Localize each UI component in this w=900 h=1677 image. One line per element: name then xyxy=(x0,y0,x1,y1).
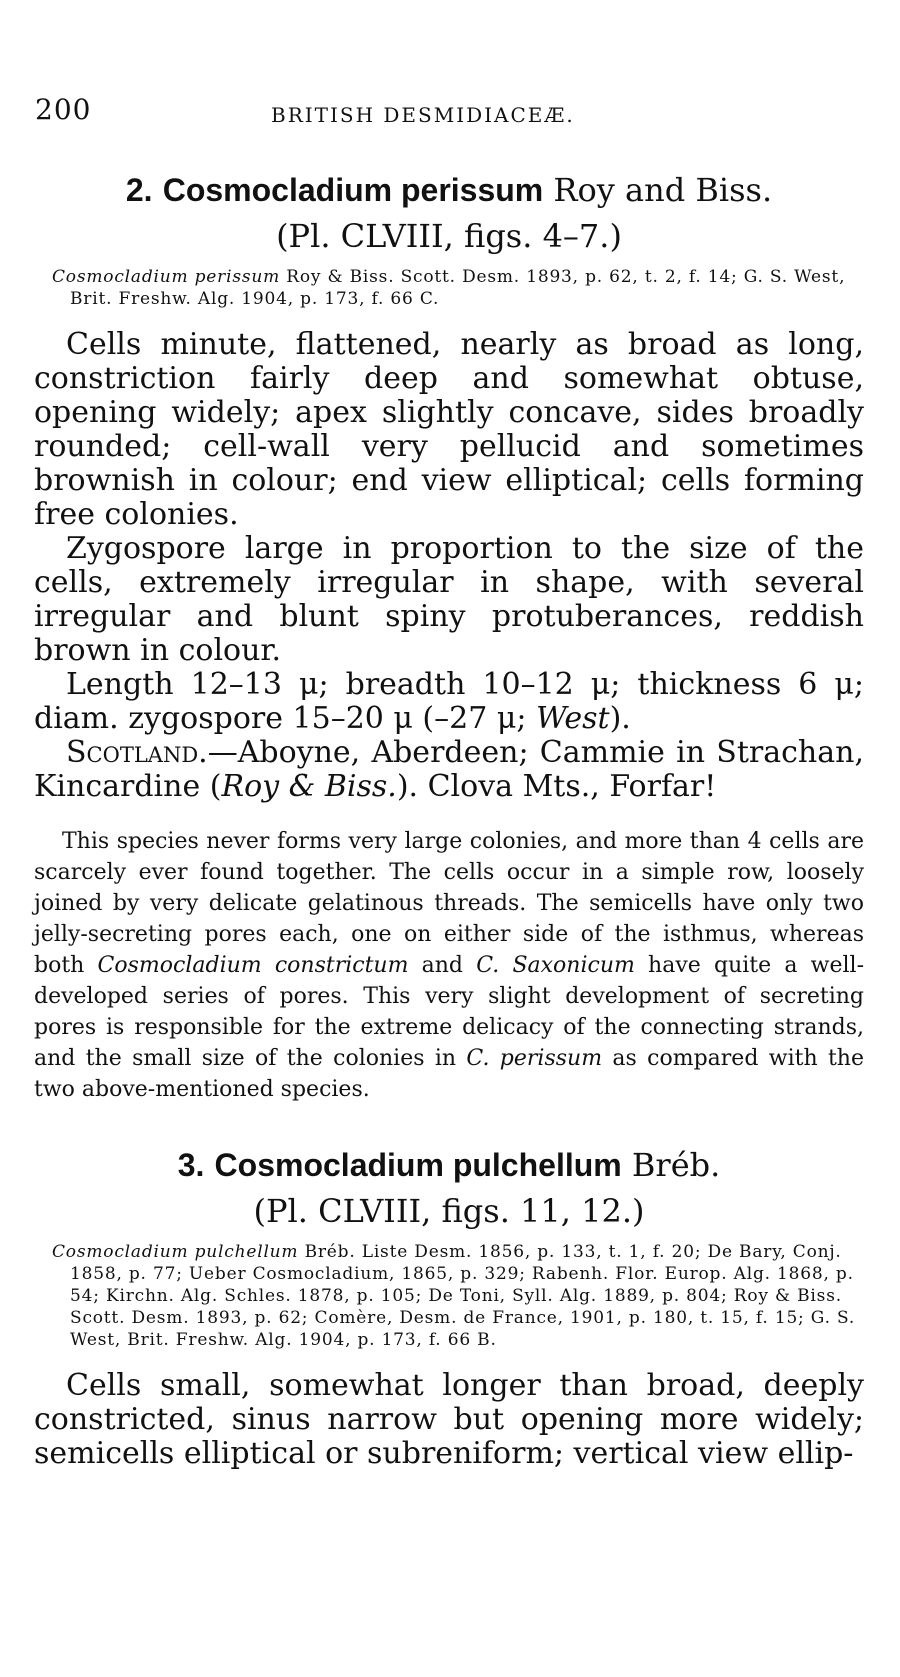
note-taxon-1: Cosmocladium constrictum xyxy=(97,953,409,978)
plate-reference: (Pl. CLVIII, figs. 11, 12.) xyxy=(253,1192,645,1230)
note-text-d: as compared with the two above-mentioned species. xyxy=(34,1046,864,1102)
species-authority: Bréb. xyxy=(631,1146,721,1184)
description xyxy=(34,328,864,804)
locality-end: ). Clova Mts., Forfar! xyxy=(396,769,717,804)
measurements-end: ). xyxy=(609,701,631,736)
zygospore-paragraph: Zygospore large in proportion to the size of the cells, extremely irregular in shape, with several irregular and blunt spiny protuberances, reddish brown in colour. xyxy=(34,531,864,668)
species-entry-perissum xyxy=(34,170,864,1105)
measurements-authority: West xyxy=(536,701,610,736)
measurements-text: Length 12–13 μ; breadth 10–12 μ; thickness 6 μ; diam. zygospore 15–20 μ (–27 μ; xyxy=(34,667,864,736)
note-text-b: and xyxy=(408,953,477,978)
locality-text: —Aboyne, Aberdeen; Cammie in Strachan, Kincardine ( xyxy=(34,735,864,804)
species-number: 3. xyxy=(177,1147,205,1183)
note-paragraph xyxy=(34,826,864,1105)
description-paragraph: Cells minute, flattened, nearly as broad as long, constriction fairly deep and somewhat obtuse, opening widely; apex slightly concave, sides broadly rounded; cell-wall very pellucid and sometimes brownish in colour; end view elliptical; cells forming free colonies. xyxy=(34,327,864,532)
citation-text: Bréb. Liste Desm. 1856, p. 133, t. 1, f. 20; De Bary, Conj. 1858, p. 77; Ueber Cosmocladium, 1865, p. 329; Rabenh. Flor. Europ. Alg. 1868, p. 54; Kirchn. Alg. Schles. 1878, p. 105; De Toni, Syll. Alg. 1889, p. 804; Roy & Biss. Scott. Desm. 1893, p. 62; Comère, Desm. de France, 1901, p. 180, t. 15, f. 15; G. S. West, Brit. Freshw. Alg. 1904, p. 173, f. 66 B. xyxy=(70,1242,856,1350)
citation-name: Cosmocladium pulchellum xyxy=(52,1242,299,1262)
species-authority: Roy and Biss. xyxy=(553,171,773,209)
page-header xyxy=(35,93,860,133)
note-text-a: This species never forms very large colonies, and more than 4 cells are scarcely ever found together. The cells occur in a simple row, loosely joined by very delicate gelatinous threads. The semicells have only two jelly-secreting pores each, one on either side of the isthmus, whereas both xyxy=(34,829,864,978)
locality-region: Scotland. xyxy=(66,735,208,770)
locality-authority: Roy & Biss. xyxy=(221,769,397,804)
measurements-paragraph xyxy=(34,668,864,736)
note-text-c: have quite a well-developed series of pores. This very slight development of secreting pores is responsible for the extreme delicacy of the connecting strands, and the small size of the colonies in xyxy=(34,953,864,1071)
species-heading xyxy=(34,170,864,210)
page-number: 200 xyxy=(35,93,92,126)
citation xyxy=(34,266,864,310)
species-number: 2. xyxy=(125,172,153,208)
description xyxy=(34,1369,864,1471)
note-taxon-2: C. Saxonicum xyxy=(476,953,635,978)
citation-text: Roy & Biss. Scott. Desm. 1893, p. 62, t. 2, f. 14; G. S. West, Brit. Freshw. Alg. 1904, p. 173, f. 66 C. xyxy=(70,267,846,309)
species-name: Cosmocladium pulchellum xyxy=(214,1147,622,1183)
note-taxon-3: C. perissum xyxy=(466,1046,603,1071)
localities-paragraph xyxy=(34,736,864,804)
description-paragraph: Cells small, somewhat longer than broad, deeply constricted, sinus narrow but opening more widely; semicells elliptical or subreniform; vertical view ellip- xyxy=(34,1368,864,1471)
species-heading xyxy=(34,1145,864,1185)
plate-reference: (Pl. CLVIII, figs. 4–7.) xyxy=(276,217,622,255)
species-name: Cosmocladium perissum xyxy=(162,172,544,208)
citation-name: Cosmocladium perissum xyxy=(52,267,281,287)
species-entry-pulchellum xyxy=(34,1145,864,1471)
citation xyxy=(34,1241,864,1351)
running-title: BRITISH DESMIDIACEÆ. xyxy=(271,103,575,127)
